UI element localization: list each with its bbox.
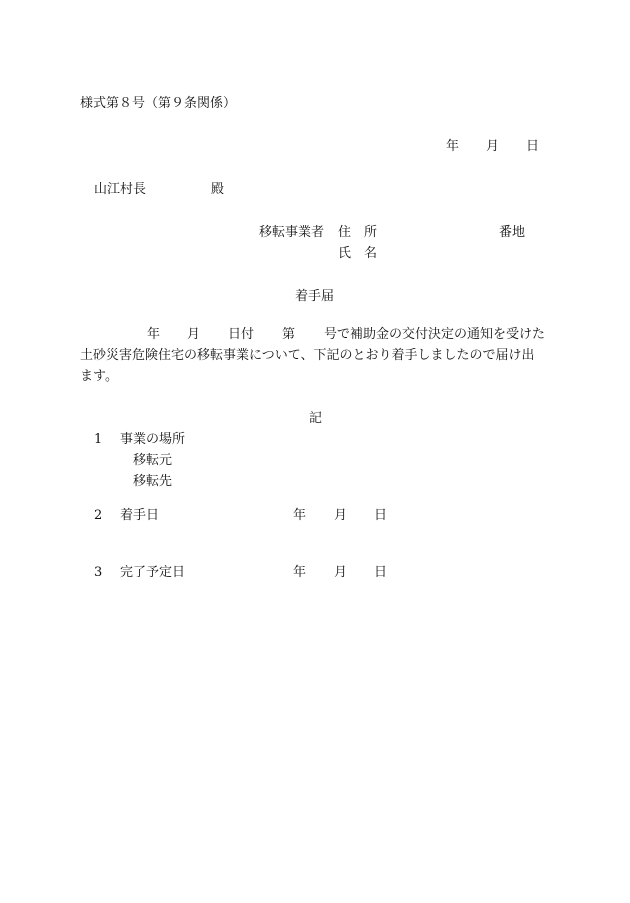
body-line3: ます。 [80, 369, 118, 384]
addressee-honorific: 殿 [211, 182, 225, 197]
body-line1-text: 号で補助金の交付決定の通知を受けた [324, 327, 546, 342]
body-month: 月 [187, 327, 201, 342]
item-number: 1 [94, 432, 103, 447]
item-sub-destination: 移転先 [133, 474, 173, 489]
document-title: 着手届 [295, 289, 335, 304]
address-label: 住 所 [338, 225, 378, 240]
name-label: 氏 名 [338, 246, 378, 261]
item-number: 3 [94, 565, 103, 580]
address-suffix: 番地 [499, 225, 526, 240]
item-date-year: 年 [293, 508, 307, 523]
item-date-day: 日 [374, 565, 388, 580]
body-day: 日付 [228, 327, 255, 342]
item-label: 事業の場所 [120, 432, 186, 447]
body-year: 年 [147, 327, 161, 342]
item-date-month: 月 [334, 508, 348, 523]
body-line2: 土砂災害危険住宅の移転事業について、下記のとおり着手しましたので届け出 [80, 348, 535, 363]
date-year: 年 [446, 139, 460, 154]
form-number: 様式第８号（第９条関係） [80, 96, 237, 111]
date-month: 月 [486, 139, 500, 154]
date-day: 日 [526, 139, 540, 154]
ki-heading: 記 [309, 411, 323, 426]
applicant-role: 移転事業者 [259, 225, 325, 240]
item-sub-origin: 移転元 [133, 453, 173, 468]
item-date-month: 月 [334, 565, 348, 580]
item-date-day: 日 [374, 508, 388, 523]
item-label: 着手日 [120, 508, 160, 523]
addressee-name: 山江村長 [94, 182, 147, 197]
item-date-year: 年 [293, 565, 307, 580]
item-number: 2 [94, 508, 103, 523]
body-dai: 第 [282, 327, 296, 342]
item-label: 完了予定日 [120, 565, 186, 580]
